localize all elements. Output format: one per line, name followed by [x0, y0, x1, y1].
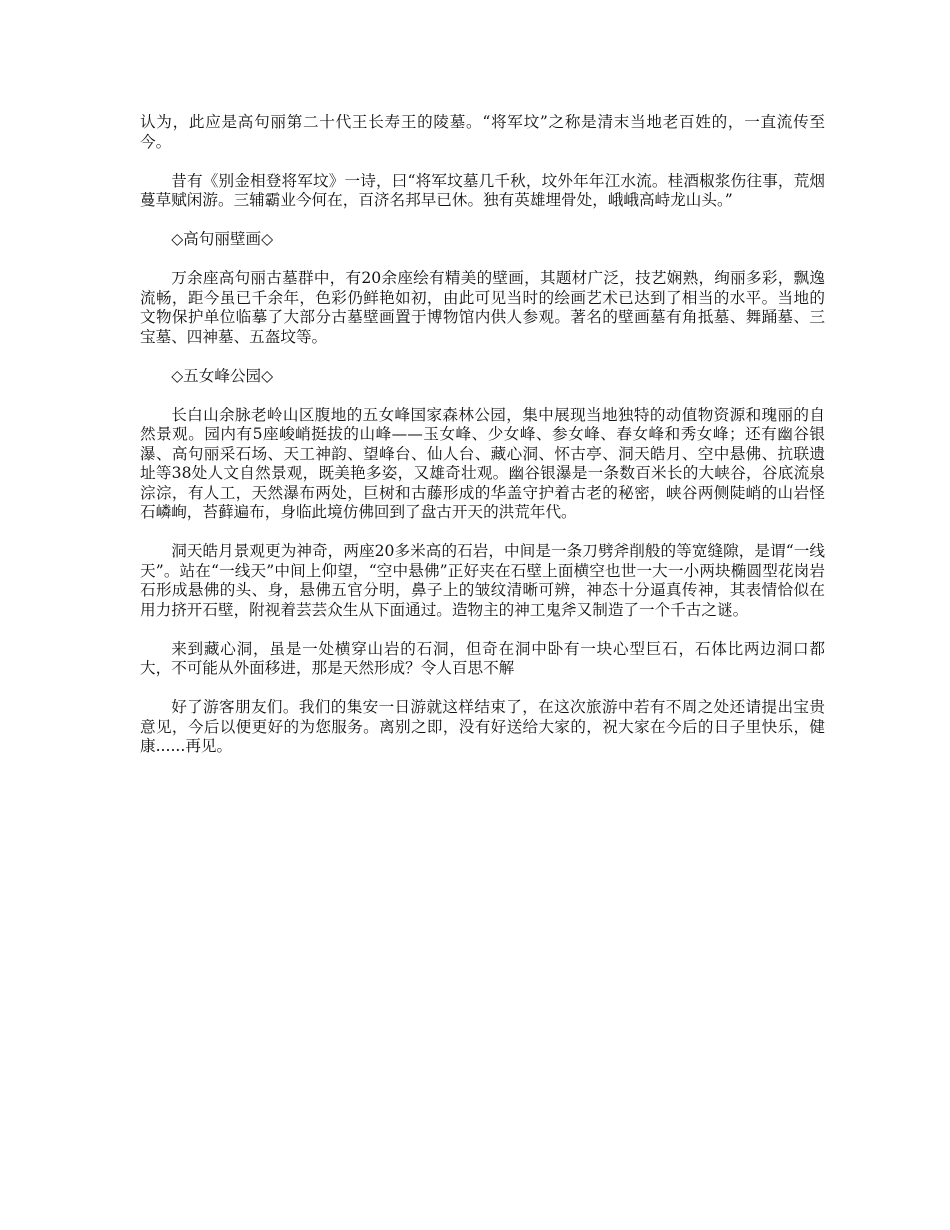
section-heading-murals: ◇高句丽壁画◇ [171, 230, 274, 248]
paragraph-7: 好了游客朋友们。我们的集安一日游就这样结束了，在这次旅游中若有不周之处还请提出宝贵意见，今后以便更好的为您服务。离别之即，没有好送给大家的，祝大家在今后的日子里快乐，健康......再见。 [140, 698, 825, 755]
paragraph-1: 认为，此应是高句丽第二十代王长寿王的陵墓。“将军坟”之称是清末当地老百姓的，一直流传至今。 [140, 113, 825, 151]
paragraph-4: 长白山余脉老岭山区腹地的五女峰国家森林公园，集中展现当地独特的动值物资源和瑰丽的自然景观。园内有5座峻峭挺拔的山峰——玉女峰、少女峰、参女峰、春女峰和秀女峰；还有幽谷银瀑、高句丽采石场、天工神韵、望峰台、仙人台、藏心洞、怀古亭、洞天皓月、空中悬佛、抗联遗址等38处人文自然景观，既美艳多姿，又雄奇壮观。幽谷银瀑是一条数百米长的大峡谷，谷底流泉淙淙，有人工，天然瀑布两处，巨树和古藤形成的华盖守护着古老的秘密，峡谷两侧陡峭的山岩怪石嶙峋，苔藓遍布，身临此境仿佛回到了盘古开天的洪荒年代。 [140, 405, 825, 521]
document-page [140, 113, 825, 776]
paragraph-5: 洞天皓月景观更为神奇，两座20多米高的石岩，中间是一条刀劈斧削般的等宽缝隙，是谓“一线天”。站在“一线天”中间上仰望，“空中悬佛”正好夹在石壁上面横空也世一大一小两块椭圆型花岗岩石形成悬佛的头、身，悬佛五官分明，鼻子上的皱纹清晰可辨，神态十分逼真传神，其表情恰似在用力挤开石壁，附视着芸芸众生从下面通过。造物主的神工鬼斧又制造了一个千古之谜。 [140, 542, 825, 619]
paragraph-6: 来到藏心洞，虽是一处横穿山岩的石洞，但奇在洞中卧有一块心型巨石，石体比两边洞口都大，不可能从外面移进，那是天然形成？令人百思不解 [140, 639, 825, 677]
section-heading-wunvfeng: ◇五女峰公园◇ [171, 366, 274, 385]
paragraph-2: 昔有《别金相登将军坟》一诗，曰“将军坟墓几千秋，坟外年年江水流。桂酒椒浆伤往事，荒烟蔓草赋闲游。三辅霸业今何在，百济名邦早已休。独有英雄埋骨处，峨峨高峙龙山头。” [140, 171, 825, 209]
paragraph-3: 万余座高句丽古墓群中，有20余座绘有精美的壁画，其题材广泛，技艺娴熟，绚丽多彩，飘逸流畅，距今虽已千余年，色彩仍鲜艳如初，由此可见当时的绘画艺术已达到了相当的水平。当地的文物保护单位临摹了大部分古墓壁画置于博物馆内供人参观。著名的壁画墓有角抵墓、舞踊墓、三宝墓、四神墓、五盔坟等。 [140, 269, 825, 346]
